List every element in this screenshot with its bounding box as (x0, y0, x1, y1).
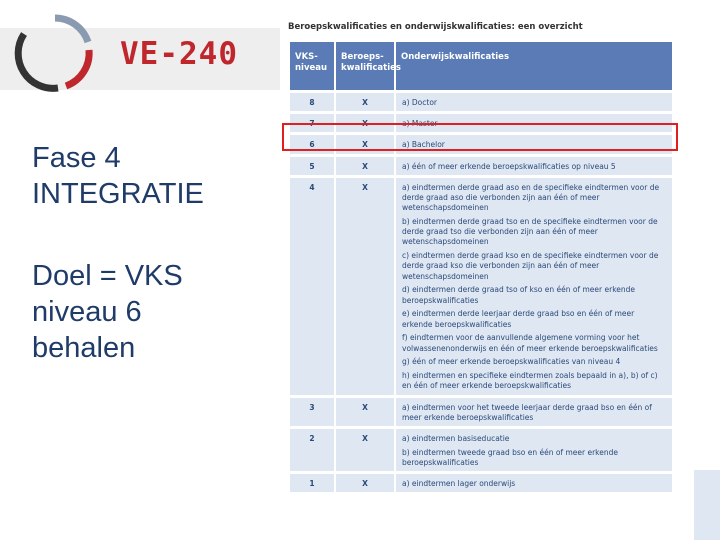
qualification-item: a) Bachelor (402, 140, 445, 150)
mark-cell: X (336, 398, 396, 426)
qualification-item: g) één of meer erkende beroepskwalificaties van niveau 4 (402, 357, 621, 367)
header-line: kwalificaties (341, 63, 401, 73)
qualification-table (290, 42, 674, 492)
header-onderwijskwalificaties (396, 42, 674, 90)
mark-cell: X (336, 114, 396, 132)
header-beroepskwalificaties (336, 42, 401, 90)
table-row (290, 154, 674, 175)
qualification-document-image (282, 12, 678, 532)
level-cell: 8 (290, 93, 336, 111)
mark-cell: X (336, 178, 396, 395)
goal-line: behalen (32, 332, 136, 364)
level-cell: 5 (290, 157, 336, 175)
table-header (290, 42, 674, 90)
table-row (290, 426, 674, 471)
qualification-item: a) eindtermen lager onderwijs (402, 479, 516, 489)
qualification-item: a) eindtermen voor het tweede leerjaar derde graad bso en één of meer erkende beroepskwalificaties (402, 402, 652, 422)
level-cell: 2 (290, 429, 336, 471)
qualification-item: b) eindtermen derde graad tso en de specifieke eindtermen voor de derde graad tso die verbonden zijn aan één of meer wetenschapsdomeinen (402, 217, 658, 247)
level-6-highlight-box (282, 123, 678, 151)
qualification-item: c) eindtermen derde graad kso en de specifieke eindtermen voor de derde graad kso die verbonden zijn aan één of meer wetenschapsdomeinen (402, 251, 659, 281)
header-line: Beroeps- (341, 52, 384, 62)
qualification-cell (396, 157, 674, 175)
qualification-item: a) eindtermen basiseducatie (402, 434, 510, 444)
table-row (290, 395, 674, 426)
level-cell: 1 (290, 474, 336, 492)
goal-line: Doel = VKS (32, 260, 183, 292)
level-cell: 3 (290, 398, 336, 426)
header-line: VKS- (295, 52, 318, 62)
level-cell: 6 (290, 135, 336, 153)
phase-line: Fase 4 (32, 142, 121, 174)
mark-cell: X (336, 474, 396, 492)
qualification-cell (396, 178, 674, 395)
mark-cell: X (336, 93, 396, 111)
qualification-cell (396, 474, 674, 492)
goal-line: niveau 6 (32, 296, 142, 328)
course-code: VE-240 (120, 36, 238, 72)
mark-cell: X (336, 135, 396, 153)
qualification-item: f) eindtermen voor de aanvullende algemene vorming voor het volwassenenonderwijs en één of meer erkende beroepskwalificaties (402, 333, 658, 353)
header-line: Onderwijskwalificaties (401, 52, 510, 62)
qualification-item: a) Doctor (402, 98, 438, 107)
qualification-item: a) eindtermen derde graad aso en de specifieke eindtermen voor de derde graad aso die verbonden zijn aan één of meer wetenschapsdomeinen (402, 182, 660, 213)
qualification-cell (396, 429, 674, 471)
header-line: niveau (295, 63, 328, 73)
level-cell: 4 (290, 178, 336, 395)
logo-ring-icon (14, 12, 96, 94)
mark-cell: X (336, 429, 396, 471)
goal-text (32, 258, 272, 366)
level-cell: 7 (290, 114, 336, 132)
qualification-item: b) eindtermen tweede graad bso en één of meer erkende beroepskwalificaties (402, 447, 618, 468)
table-row (290, 90, 674, 111)
corner-decoration (694, 470, 720, 540)
qualification-item: a) één of meer erkende beroepskwalificaties op niveau 5 (402, 161, 616, 171)
slide-left-panel (0, 0, 280, 540)
phase-heading (32, 140, 272, 212)
qualification-item: d) eindtermen derde graad tso of kso en één of meer erkende beroepskwalificaties (402, 285, 636, 305)
table-row (290, 175, 674, 395)
header-vks-niveau (290, 42, 336, 90)
qualification-item: h) eindtermen en specifieke eindtermen zoals bepaald in a), b) of c) en één of meer erkende beroepskwalificaties (402, 371, 658, 391)
document-title: Beroepskwalificaties en onderwijskwalificaties: een overzicht (288, 22, 583, 32)
mark-cell: X (336, 157, 396, 175)
table-row (290, 471, 674, 492)
phase-line: INTEGRATIE (32, 178, 204, 210)
qualification-cell (396, 398, 674, 426)
qualification-cell (396, 93, 674, 111)
qualification-item: e) eindtermen derde leerjaar derde graad bso en één of meer erkende beroepskwalificaties (402, 309, 635, 329)
qualification-item: a) Master (402, 119, 438, 129)
